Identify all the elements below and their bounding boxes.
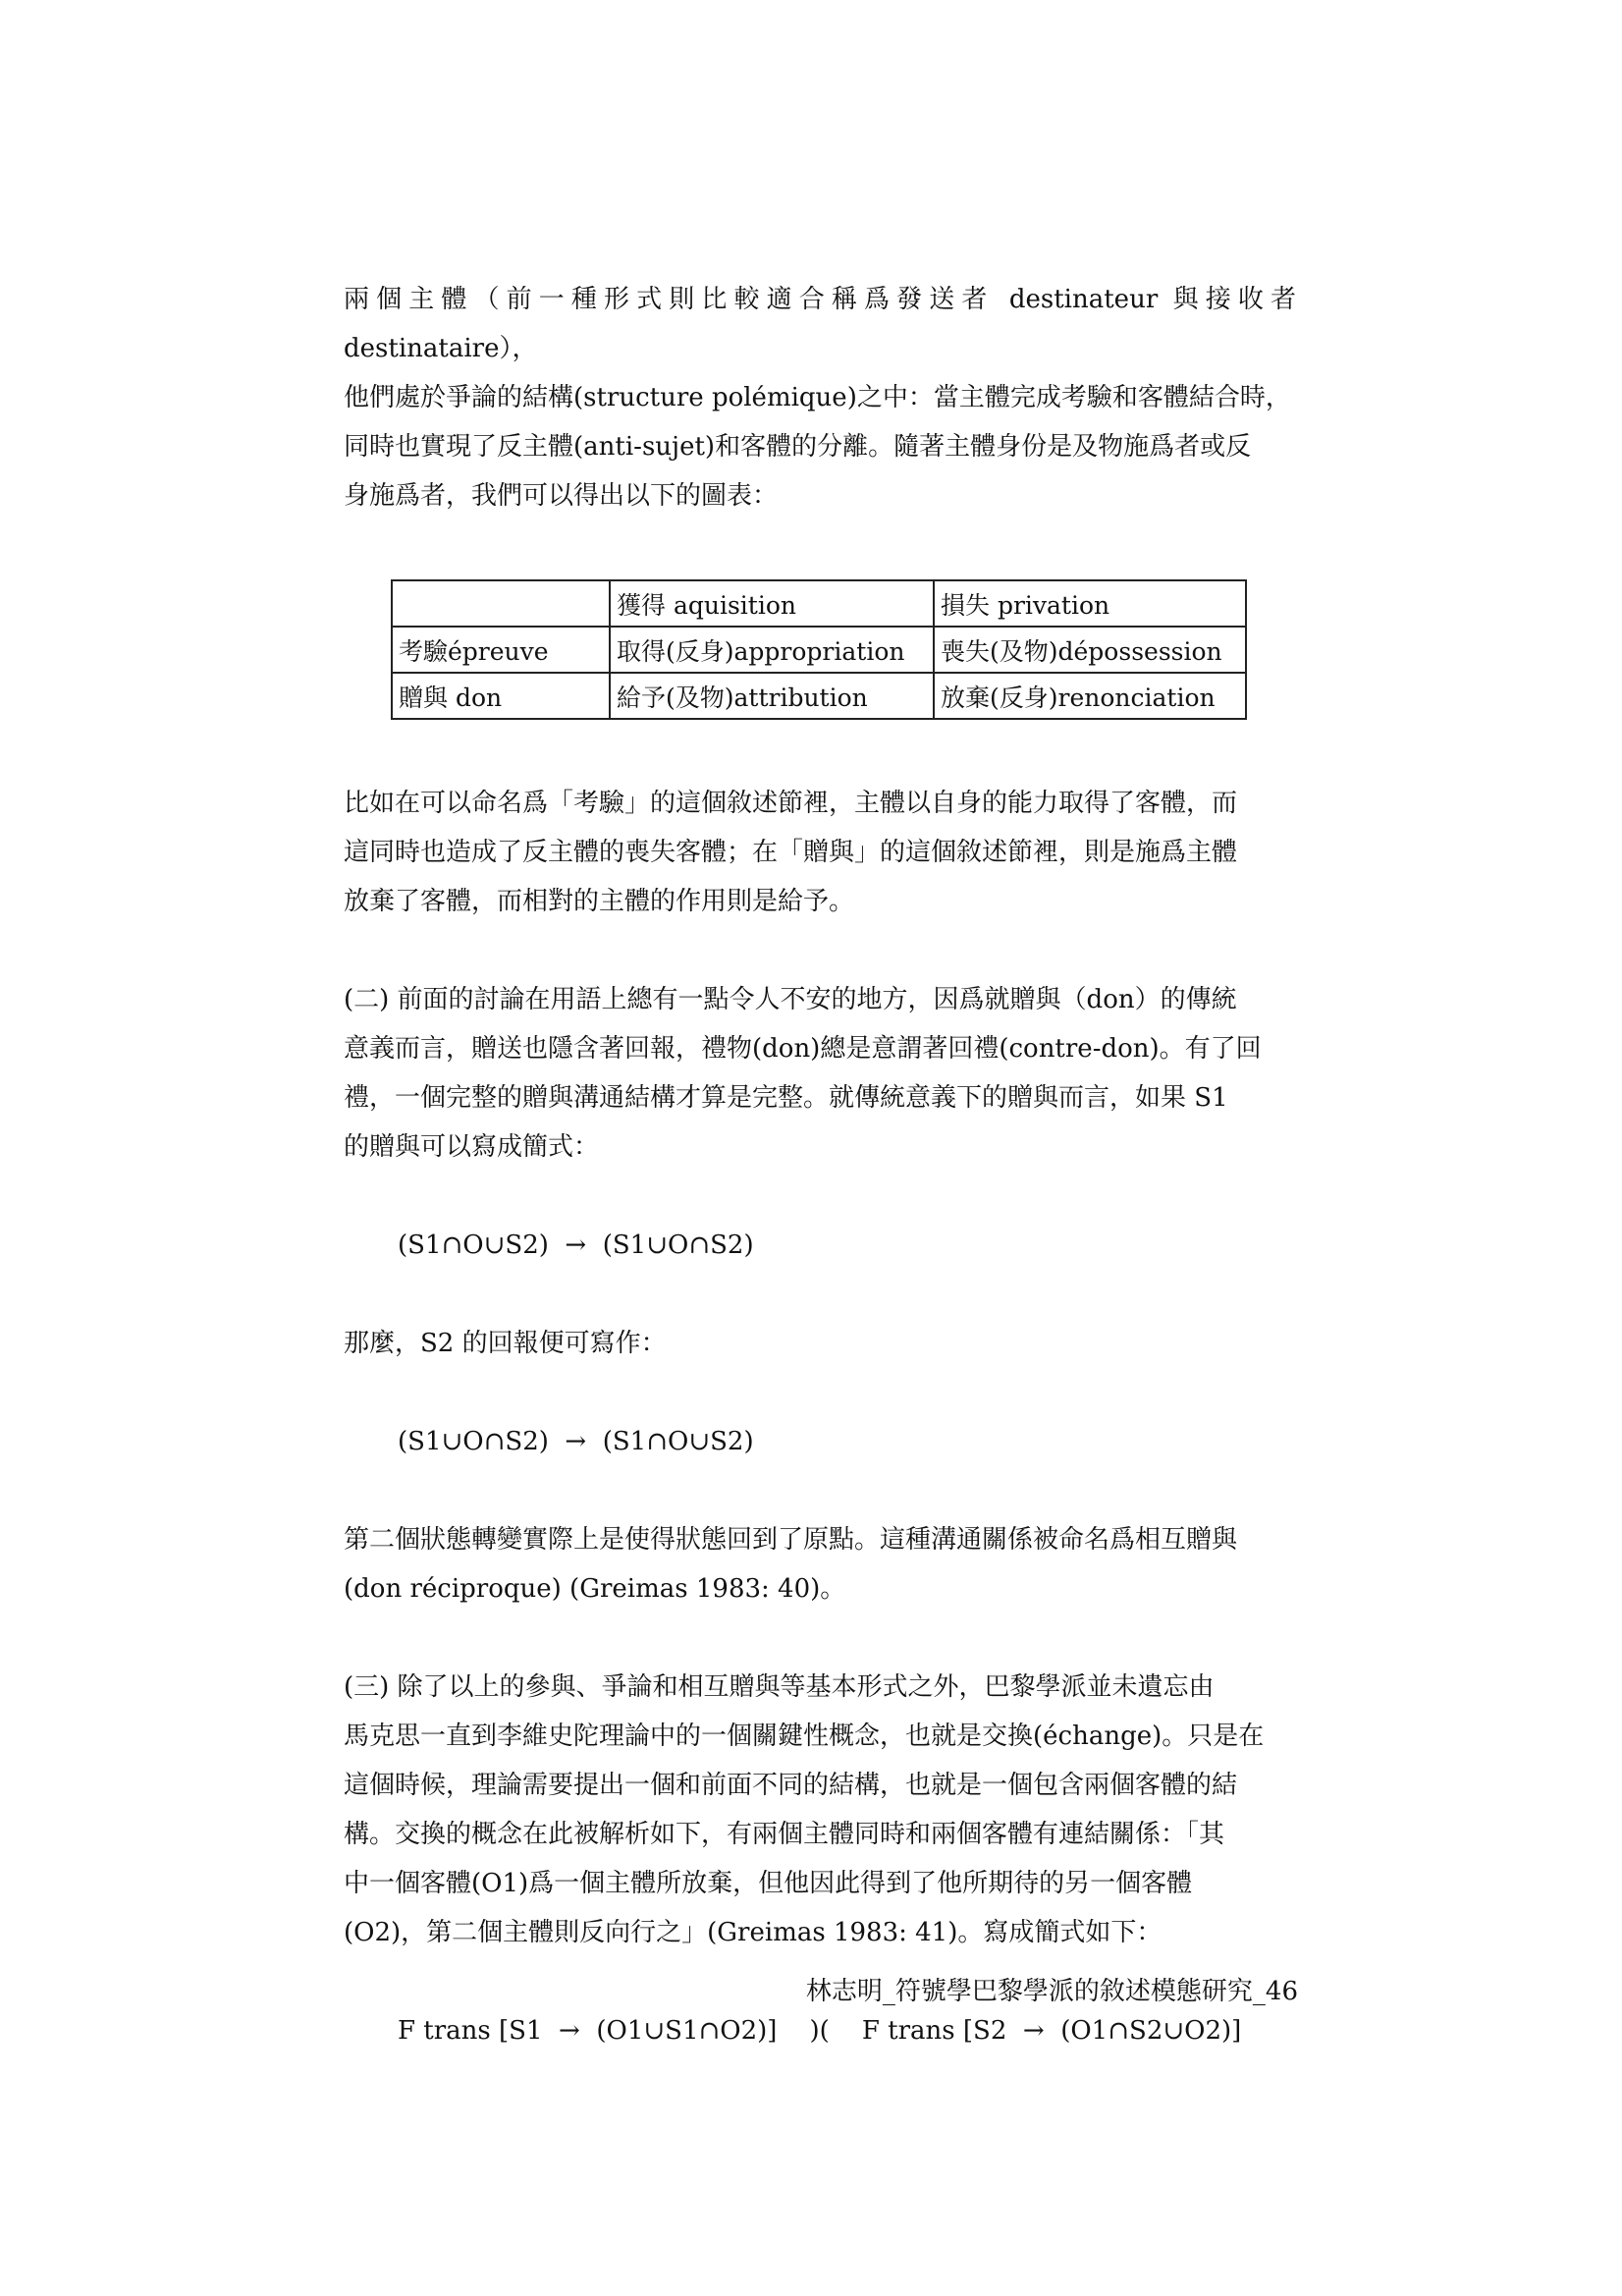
paragraph-line: 同時也實現了反主體(anti-sujet)和客體的分離。隨著主體身份是及物施爲者或反 xyxy=(344,432,1252,462)
table-header-row xyxy=(392,580,1246,627)
paragraph-line: 馬克思一直到李維史陀理論中的一個關鍵性概念，也就是交換(échange)。只是在 xyxy=(344,1722,1265,1751)
paragraph-line: 他們處於爭論的結構(structure polémique)之中：當主體完成考驗和客體結合時， xyxy=(344,383,1291,412)
page-footer: 林志明_符號學巴黎學派的敘述模態研究_46 xyxy=(805,1977,1298,2006)
formula-3: F trans [S1 → (O1∪S1∩O2)] )( F trans [S2 → (O1∩S2∪O2)] xyxy=(398,2016,1242,2046)
paragraph-2 xyxy=(344,779,1296,926)
paragraph-6 xyxy=(344,1663,1296,1957)
table-cell: 贈與 don xyxy=(392,673,610,719)
acquisition-loss-table xyxy=(391,579,1247,720)
formula-2: (S1∪O∩S2) → (S1∩O∪S2) xyxy=(398,1427,754,1456)
table-cell xyxy=(392,580,610,627)
paragraph-line: 兩個主體（前一種形式則比較適合稱爲發送者 destinateur 與接收者 destinataire）， xyxy=(344,285,1296,363)
paragraph-line: (O2)，第二個主體則反向行之」(Greimas 1983: 41)。寫成簡式如下： xyxy=(344,1918,1162,1947)
paragraph-line: (三) 除了以上的參與、爭論和相互贈與等基本形式之外，巴黎學派並未遺忘由 xyxy=(344,1672,1215,1702)
table-cell: 考驗épreuve xyxy=(392,627,610,673)
table-row xyxy=(392,627,1246,673)
table-cell: 給予(及物)attribution xyxy=(610,673,934,719)
table-cell: 喪失(及物)dépossession xyxy=(934,627,1246,673)
paragraph-line: 放棄了客體，而相對的主體的作用則是給予。 xyxy=(344,887,855,916)
document-body xyxy=(344,275,1296,2055)
paragraph-line: 的贈與可以寫成簡式： xyxy=(344,1132,600,1162)
paragraph-line: (二) 前面的討論在用語上總有一點令人不安的地方，因爲就贈與（don）的傳統 xyxy=(344,985,1237,1014)
table-row xyxy=(392,673,1246,719)
paragraph-line: 第二個狀態轉變實際上是使得狀態回到了原點。這種溝通關係被命名爲相互贈與 xyxy=(344,1525,1238,1555)
paragraph-line: 身施爲者，我們可以得出以下的圖表： xyxy=(344,481,779,511)
table-cell: 損失 privation xyxy=(934,580,1246,627)
paragraph-line: (don réciproque) (Greimas 1983: 40)。 xyxy=(344,1574,846,1604)
table-cell: 取得(反身)appropriation xyxy=(610,627,934,673)
paragraph-3 xyxy=(344,975,1296,1172)
table-cell: 放棄(反身)renonciation xyxy=(934,673,1246,719)
formula-1: (S1∩O∪S2) → (S1∪O∩S2) xyxy=(398,1230,754,1260)
paragraph-1 xyxy=(344,275,1296,520)
paragraph-line: 這個時候，理論需要提出一個和前面不同的結構，也就是一個包含兩個客體的結 xyxy=(344,1771,1238,1800)
paragraph-line: 這同時也造成了反主體的喪失客體；在「贈與」的這個敘述節裡，則是施爲主體 xyxy=(344,838,1238,867)
paragraph-line: 構。交換的概念在此被解析如下，有兩個主體同時和兩個客體有連結關係：「其 xyxy=(344,1820,1225,1849)
paragraph-line: 中一個客體(O1)爲一個主體所放棄，但他因此得到了他所期待的另一個客體 xyxy=(344,1869,1193,1898)
paragraph-line: 禮，一個完整的贈與溝通結構才算是完整。就傳統意義下的贈與而言，如果 S1 xyxy=(344,1083,1228,1113)
table-cell: 獲得 aquisition xyxy=(610,580,934,627)
paragraph-line: 比如在可以命名爲「考驗」的這個敘述節裡，主體以自身的能力取得了客體，而 xyxy=(344,789,1238,818)
paragraph-line: 意義而言，贈送也隱含著回報，禮物(don)總是意謂著回禮(contre-don)。有了回 xyxy=(344,1034,1262,1064)
paragraph-5 xyxy=(344,1515,1296,1613)
paragraph-4: 那麼，S2 的回報便可寫作： xyxy=(344,1329,667,1358)
